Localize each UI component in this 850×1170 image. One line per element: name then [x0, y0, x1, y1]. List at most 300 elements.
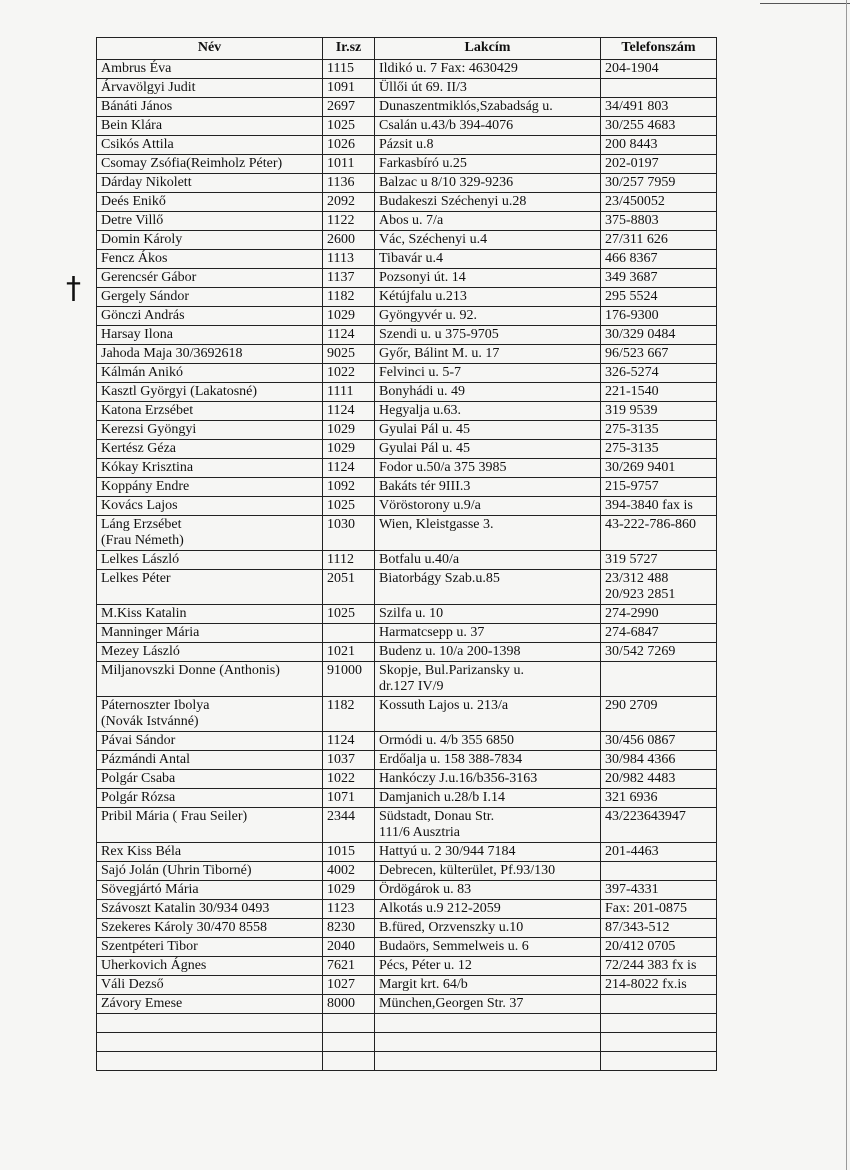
- address-cell: [375, 570, 601, 605]
- name-cell: [97, 1014, 323, 1033]
- address-cell: [375, 79, 601, 98]
- address-cell-text: Südstadt, Donau Str.: [379, 809, 495, 824]
- address-cell: [375, 605, 601, 624]
- phone-cell-text: 375-8803: [605, 213, 659, 228]
- name-cell: [97, 345, 323, 364]
- phone-cell: [601, 551, 717, 570]
- address-cell-text: Bonyhádi u. 49: [379, 384, 465, 399]
- zip-cell-text: 1025: [327, 606, 355, 621]
- table-row: [97, 364, 717, 383]
- name-cell-text: Lelkes László: [101, 552, 180, 567]
- zip-cell-text: 1112: [327, 552, 354, 567]
- address-cell-text: Budakeszi Széchenyi u.28: [379, 194, 527, 209]
- address-cell-text: Abos u. 7/a: [379, 213, 444, 228]
- name-cell-text: Láng Erzsébet: [101, 517, 182, 532]
- name-cell: [97, 570, 323, 605]
- phone-cell: [601, 808, 717, 843]
- address-cell: [375, 862, 601, 881]
- name-cell: [97, 440, 323, 459]
- address-cell: [375, 250, 601, 269]
- address-cell: [375, 136, 601, 155]
- address-cell-text: 111/6 Ausztria: [379, 825, 461, 840]
- address-cell: [375, 98, 601, 117]
- address-cell: [375, 789, 601, 808]
- zip-cell: [323, 808, 375, 843]
- address-cell: [375, 174, 601, 193]
- zip-cell: [323, 643, 375, 662]
- phone-cell-text: 290 2709: [605, 698, 658, 713]
- table-row: [97, 79, 717, 98]
- zip-cell: [323, 605, 375, 624]
- phone-cell-text: 30/456 0867: [605, 733, 676, 748]
- name-cell-text: (Frau Németh): [101, 533, 184, 548]
- phone-cell: [601, 345, 717, 364]
- phone-cell-text: 202-0197: [605, 156, 659, 171]
- phone-cell: [601, 136, 717, 155]
- name-cell-text: Kókay Krisztina: [101, 460, 194, 475]
- phone-cell: [601, 1052, 717, 1071]
- address-cell-text: Ormódi u. 4/b 355 6850: [379, 733, 514, 748]
- address-cell: [375, 440, 601, 459]
- name-cell: [97, 98, 323, 117]
- name-cell-text: Pázmándi Antal: [101, 752, 191, 767]
- table-row: [97, 212, 717, 231]
- phone-cell-text: 397-4331: [605, 882, 659, 897]
- phone-cell: [601, 212, 717, 231]
- table-row: [97, 789, 717, 808]
- name-cell: [97, 269, 323, 288]
- zip-cell-text: 8000: [327, 996, 355, 1011]
- address-cell: [375, 662, 601, 697]
- table-row: [97, 751, 717, 770]
- zip-cell: [323, 326, 375, 345]
- zip-cell-text: 1026: [327, 137, 355, 152]
- address-cell: [375, 402, 601, 421]
- phone-cell-text: 275-3135: [605, 441, 659, 456]
- address-cell: [375, 995, 601, 1014]
- phone-cell: [601, 751, 717, 770]
- address-cell: [375, 751, 601, 770]
- phone-cell-text: 275-3135: [605, 422, 659, 437]
- address-cell-text: Kétújfalu u.213: [379, 289, 467, 304]
- address-cell-text: Csalán u.43/b 394-4076: [379, 118, 514, 133]
- address-cell-text: Margit krt. 64/b: [379, 977, 468, 992]
- zip-cell: [323, 843, 375, 862]
- address-cell: [375, 900, 601, 919]
- zip-cell: [323, 98, 375, 117]
- name-cell: [97, 938, 323, 957]
- zip-cell-text: 1025: [327, 118, 355, 133]
- table-row: [97, 193, 717, 212]
- zip-cell: [323, 250, 375, 269]
- zip-cell-text: 8230: [327, 920, 355, 935]
- address-cell: [375, 957, 601, 976]
- name-cell: [97, 900, 323, 919]
- zip-cell: [323, 900, 375, 919]
- zip-cell: [323, 976, 375, 995]
- address-cell-text: Ördögárok u. 83: [379, 882, 472, 897]
- phone-cell-text: 176-9300: [605, 308, 659, 323]
- zip-cell-text: 9025: [327, 346, 355, 361]
- address-cell-text: Gyulai Pál u. 45: [379, 441, 470, 456]
- table-row: [97, 478, 717, 497]
- zip-cell-text: 1021: [327, 644, 355, 659]
- phone-cell-text: 87/343-512: [605, 920, 670, 935]
- name-cell-text: Dárday Nikolett: [101, 175, 192, 190]
- phone-cell-text: 319 5727: [605, 552, 658, 567]
- zip-cell: [323, 551, 375, 570]
- address-cell-text: Budenz u. 10/a 200-1398: [379, 644, 521, 659]
- phone-cell-text: 326-5274: [605, 365, 659, 380]
- table-row: [97, 881, 717, 900]
- name-cell-text: Pribil Mária ( Frau Seiler): [101, 809, 248, 824]
- address-cell: [375, 364, 601, 383]
- address-cell: [375, 307, 601, 326]
- name-cell-text: Páternoszter Ibolya: [101, 698, 210, 713]
- zip-cell-text: 2040: [327, 939, 355, 954]
- zip-cell: [323, 881, 375, 900]
- name-cell-text: Árvavölgyi Judit: [101, 80, 196, 95]
- phone-cell: [601, 497, 717, 516]
- zip-cell: [323, 995, 375, 1014]
- name-cell-text: Kovács Lajos: [101, 498, 178, 513]
- name-cell-text: Rex Kiss Béla: [101, 844, 182, 859]
- zip-cell-text: 1029: [327, 422, 355, 437]
- zip-cell-text: 2051: [327, 571, 355, 586]
- table-row: [97, 605, 717, 624]
- address-cell-text: Üllői út 69. II/3: [379, 80, 467, 95]
- table-row: [97, 1052, 717, 1071]
- table-row: [97, 808, 717, 843]
- table-row: [97, 345, 717, 364]
- table-row: [97, 976, 717, 995]
- address-cell: [375, 732, 601, 751]
- name-cell: [97, 789, 323, 808]
- table-row: [97, 570, 717, 605]
- phone-cell-text: 30/257 7959: [605, 175, 676, 190]
- address-cell-text: Hankóczy J.u.16/b356-3163: [379, 771, 538, 786]
- address-cell-text: Gyöngyvér u. 92.: [379, 308, 477, 323]
- phone-cell: [601, 770, 717, 789]
- table-row: [97, 697, 717, 732]
- zip-cell: [323, 624, 375, 643]
- phone-cell: [601, 79, 717, 98]
- phone-cell-text: 23/312 488: [605, 571, 669, 586]
- phone-cell: [601, 98, 717, 117]
- name-cell: [97, 624, 323, 643]
- name-cell: [97, 1052, 323, 1071]
- phone-cell-text: 43-222-786-860: [605, 517, 696, 532]
- address-cell-text: Farkasbíró u.25: [379, 156, 467, 171]
- phone-cell: [601, 957, 717, 976]
- name-cell-text: Szekeres Károly 30/470 8558: [101, 920, 268, 935]
- zip-cell: [323, 60, 375, 79]
- name-cell-text: Bánáti János: [101, 99, 173, 114]
- name-cell: [97, 957, 323, 976]
- phone-cell: [601, 60, 717, 79]
- name-cell-text: Sövegjártó Mária: [101, 882, 199, 897]
- zip-cell: [323, 459, 375, 478]
- name-cell-text: Detre Villő: [101, 213, 164, 228]
- address-cell: [375, 326, 601, 345]
- address-cell: [375, 938, 601, 957]
- phone-cell: [601, 624, 717, 643]
- name-cell: [97, 117, 323, 136]
- address-cell: [375, 155, 601, 174]
- address-cell-text: Skopje, Bul.Parizansky u.: [379, 663, 525, 678]
- table-row: [97, 862, 717, 881]
- zip-cell: [323, 732, 375, 751]
- table-row: [97, 326, 717, 345]
- phone-cell-text: 215-9757: [605, 479, 659, 494]
- phone-cell-text: 321 6936: [605, 790, 658, 805]
- name-cell-text: Pávai Sándor: [101, 733, 176, 748]
- zip-cell-text: 1182: [327, 698, 355, 713]
- name-cell-text: Harsay Ilona: [101, 327, 173, 342]
- zip-cell-text: 1124: [327, 733, 355, 748]
- phone-cell-text: 201-4463: [605, 844, 659, 859]
- zip-cell-text: 1029: [327, 308, 355, 323]
- zip-cell-text: 1030: [327, 517, 355, 532]
- header-address: Lakcím: [375, 38, 601, 60]
- address-cell-text: Szendi u. u 375-9705: [379, 327, 499, 342]
- phone-cell-text: 72/244 383 fx is: [605, 958, 697, 973]
- phone-cell: [601, 605, 717, 624]
- table-row: [97, 307, 717, 326]
- name-cell-text: Kálmán Anikó: [101, 365, 184, 380]
- phone-cell: [601, 1014, 717, 1033]
- address-cell-text: Biatorbágy Szab.u.85: [379, 571, 500, 586]
- name-cell-text: Lelkes Péter: [101, 571, 171, 586]
- name-cell: [97, 364, 323, 383]
- phone-cell-text: 349 3687: [605, 270, 658, 285]
- name-cell-text: (Novák Istvánné): [101, 714, 199, 729]
- zip-cell-text: 1123: [327, 901, 355, 916]
- name-cell: [97, 697, 323, 732]
- address-cell-text: Debrecen, külterület, Pf.93/130: [379, 863, 556, 878]
- address-cell-text: Pozsonyi út. 14: [379, 270, 466, 285]
- name-cell-text: Sajó Jolán (Uhrin Tiborné): [101, 863, 252, 878]
- zip-cell-text: 1029: [327, 882, 355, 897]
- phone-cell-text: 466 8367: [605, 251, 658, 266]
- name-cell: [97, 136, 323, 155]
- name-cell: [97, 770, 323, 789]
- scan-edge-right: [846, 0, 847, 1170]
- phone-cell: [601, 402, 717, 421]
- name-cell: [97, 1033, 323, 1052]
- zip-cell: [323, 697, 375, 732]
- zip-cell-text: 4002: [327, 863, 355, 878]
- table-row: [97, 98, 717, 117]
- address-cell: [375, 117, 601, 136]
- phone-cell: [601, 459, 717, 478]
- phone-cell: [601, 1033, 717, 1052]
- zip-cell-text: 1124: [327, 403, 355, 418]
- name-cell-text: Ambrus Éva: [101, 61, 172, 76]
- name-cell: [97, 250, 323, 269]
- zip-cell: [323, 751, 375, 770]
- address-cell-text: Pázsit u.8: [379, 137, 434, 152]
- phone-cell-text: 30/255 4683: [605, 118, 676, 133]
- name-cell-text: Bein Klára: [101, 118, 163, 133]
- address-cell-text: Gyulai Pál u. 45: [379, 422, 470, 437]
- zip-cell: [323, 288, 375, 307]
- zip-cell: [323, 345, 375, 364]
- name-cell: [97, 976, 323, 995]
- phone-cell: [601, 326, 717, 345]
- table-row: [97, 250, 717, 269]
- phone-cell: [601, 643, 717, 662]
- address-cell-text: Pécs, Péter u. 12: [379, 958, 472, 973]
- address-cell-text: Budaörs, Semmelweis u. 6: [379, 939, 529, 954]
- zip-cell: [323, 307, 375, 326]
- phone-cell-text: 20/923 2851: [605, 587, 676, 602]
- zip-cell-text: 1113: [327, 251, 354, 266]
- zip-cell: [323, 231, 375, 250]
- margin-cross-mark: †: [66, 271, 81, 306]
- phone-cell-text: 34/491 803: [605, 99, 669, 114]
- name-cell: [97, 605, 323, 624]
- address-cell-text: Botfalu u.40/a: [379, 552, 460, 567]
- name-cell-text: Kertész Géza: [101, 441, 177, 456]
- zip-cell: [323, 1014, 375, 1033]
- phone-cell: [601, 789, 717, 808]
- address-cell: [375, 383, 601, 402]
- address-cell: [375, 193, 601, 212]
- name-cell-text: Gerencsér Gábor: [101, 270, 197, 285]
- table-row: [97, 919, 717, 938]
- zip-cell-text: 1124: [327, 460, 355, 475]
- phone-cell-text: 96/523 667: [605, 346, 669, 361]
- zip-cell-text: 1092: [327, 479, 355, 494]
- address-cell: [375, 288, 601, 307]
- zip-cell: [323, 402, 375, 421]
- name-cell: [97, 383, 323, 402]
- table-row: [97, 288, 717, 307]
- phone-cell: [601, 995, 717, 1014]
- name-cell: [97, 459, 323, 478]
- zip-cell: [323, 212, 375, 231]
- zip-cell-text: 1015: [327, 844, 355, 859]
- zip-cell-text: 1124: [327, 327, 355, 342]
- zip-cell-text: 7621: [327, 958, 355, 973]
- address-cell: [375, 551, 601, 570]
- phone-cell-text: 30/542 7269: [605, 644, 676, 659]
- zip-cell: [323, 79, 375, 98]
- table-row: [97, 459, 717, 478]
- phone-cell: [601, 307, 717, 326]
- table-row: [97, 662, 717, 697]
- table-row: [97, 440, 717, 459]
- address-cell: [375, 881, 601, 900]
- name-cell: [97, 60, 323, 79]
- zip-cell: [323, 862, 375, 881]
- zip-cell: [323, 789, 375, 808]
- address-cell: [375, 1052, 601, 1071]
- phone-cell-text: 23/450052: [605, 194, 665, 209]
- address-cell: [375, 478, 601, 497]
- name-cell-text: Závory Emese: [101, 996, 183, 1011]
- phone-cell: [601, 697, 717, 732]
- name-cell: [97, 497, 323, 516]
- table-row: [97, 136, 717, 155]
- zip-cell: [323, 117, 375, 136]
- zip-cell: [323, 364, 375, 383]
- table-row: [97, 957, 717, 976]
- table-row: [97, 732, 717, 751]
- phone-cell-text: 221-1540: [605, 384, 659, 399]
- address-cell: [375, 269, 601, 288]
- phone-cell-text: 274-2990: [605, 606, 659, 621]
- zip-cell: [323, 570, 375, 605]
- zip-cell-text: 1022: [327, 771, 355, 786]
- address-cell-text: Tibavár u.4: [379, 251, 444, 266]
- address-cell-text: Vöröstorony u.9/a: [379, 498, 481, 513]
- zip-cell: [323, 1033, 375, 1052]
- phone-cell: [601, 478, 717, 497]
- name-cell-text: Deés Enikő: [101, 194, 166, 209]
- table-row: [97, 1033, 717, 1052]
- name-cell: [97, 231, 323, 250]
- zip-cell-text: 1136: [327, 175, 355, 190]
- phone-cell: [601, 881, 717, 900]
- zip-cell-text: 1022: [327, 365, 355, 380]
- name-cell: [97, 662, 323, 697]
- zip-cell: [323, 662, 375, 697]
- phone-cell-text: 204-1904: [605, 61, 659, 76]
- address-cell: [375, 624, 601, 643]
- zip-cell: [323, 440, 375, 459]
- table-row: [97, 402, 717, 421]
- address-cell-text: Dunaszentmiklós,Szabadság u.: [379, 99, 553, 114]
- zip-cell-text: 1137: [327, 270, 355, 285]
- name-cell: [97, 862, 323, 881]
- phone-cell-text: 27/311 626: [605, 232, 668, 247]
- name-cell: [97, 732, 323, 751]
- address-cell: [375, 459, 601, 478]
- phone-cell: [601, 364, 717, 383]
- phone-cell-text: Fax: 201-0875: [605, 901, 688, 916]
- table-row: [97, 624, 717, 643]
- name-cell-text: Csomay Zsófia(Reimholz Péter): [101, 156, 283, 171]
- zip-cell-text: 1115: [327, 61, 354, 76]
- phone-cell-text: 30/984 4366: [605, 752, 676, 767]
- table-row: [97, 155, 717, 174]
- phone-cell-text: 43/223643947: [605, 809, 686, 824]
- address-cell: [375, 1033, 601, 1052]
- address-cell: [375, 497, 601, 516]
- phone-cell-text: 295 5524: [605, 289, 658, 304]
- name-cell: [97, 478, 323, 497]
- name-cell: [97, 421, 323, 440]
- address-cell: [375, 770, 601, 789]
- table-row: [97, 516, 717, 551]
- zip-cell-text: 1037: [327, 752, 355, 767]
- name-cell: [97, 808, 323, 843]
- phone-cell-text: 200 8443: [605, 137, 658, 152]
- name-cell-text: Manninger Mária: [101, 625, 200, 640]
- zip-cell: [323, 193, 375, 212]
- phone-cell: [601, 732, 717, 751]
- table-row: [97, 497, 717, 516]
- name-cell-text: Koppány Endre: [101, 479, 190, 494]
- table-row: [97, 269, 717, 288]
- header-name: Név: [97, 38, 323, 60]
- name-cell: [97, 843, 323, 862]
- name-cell: [97, 643, 323, 662]
- zip-cell-text: 2697: [327, 99, 355, 114]
- name-cell: [97, 516, 323, 551]
